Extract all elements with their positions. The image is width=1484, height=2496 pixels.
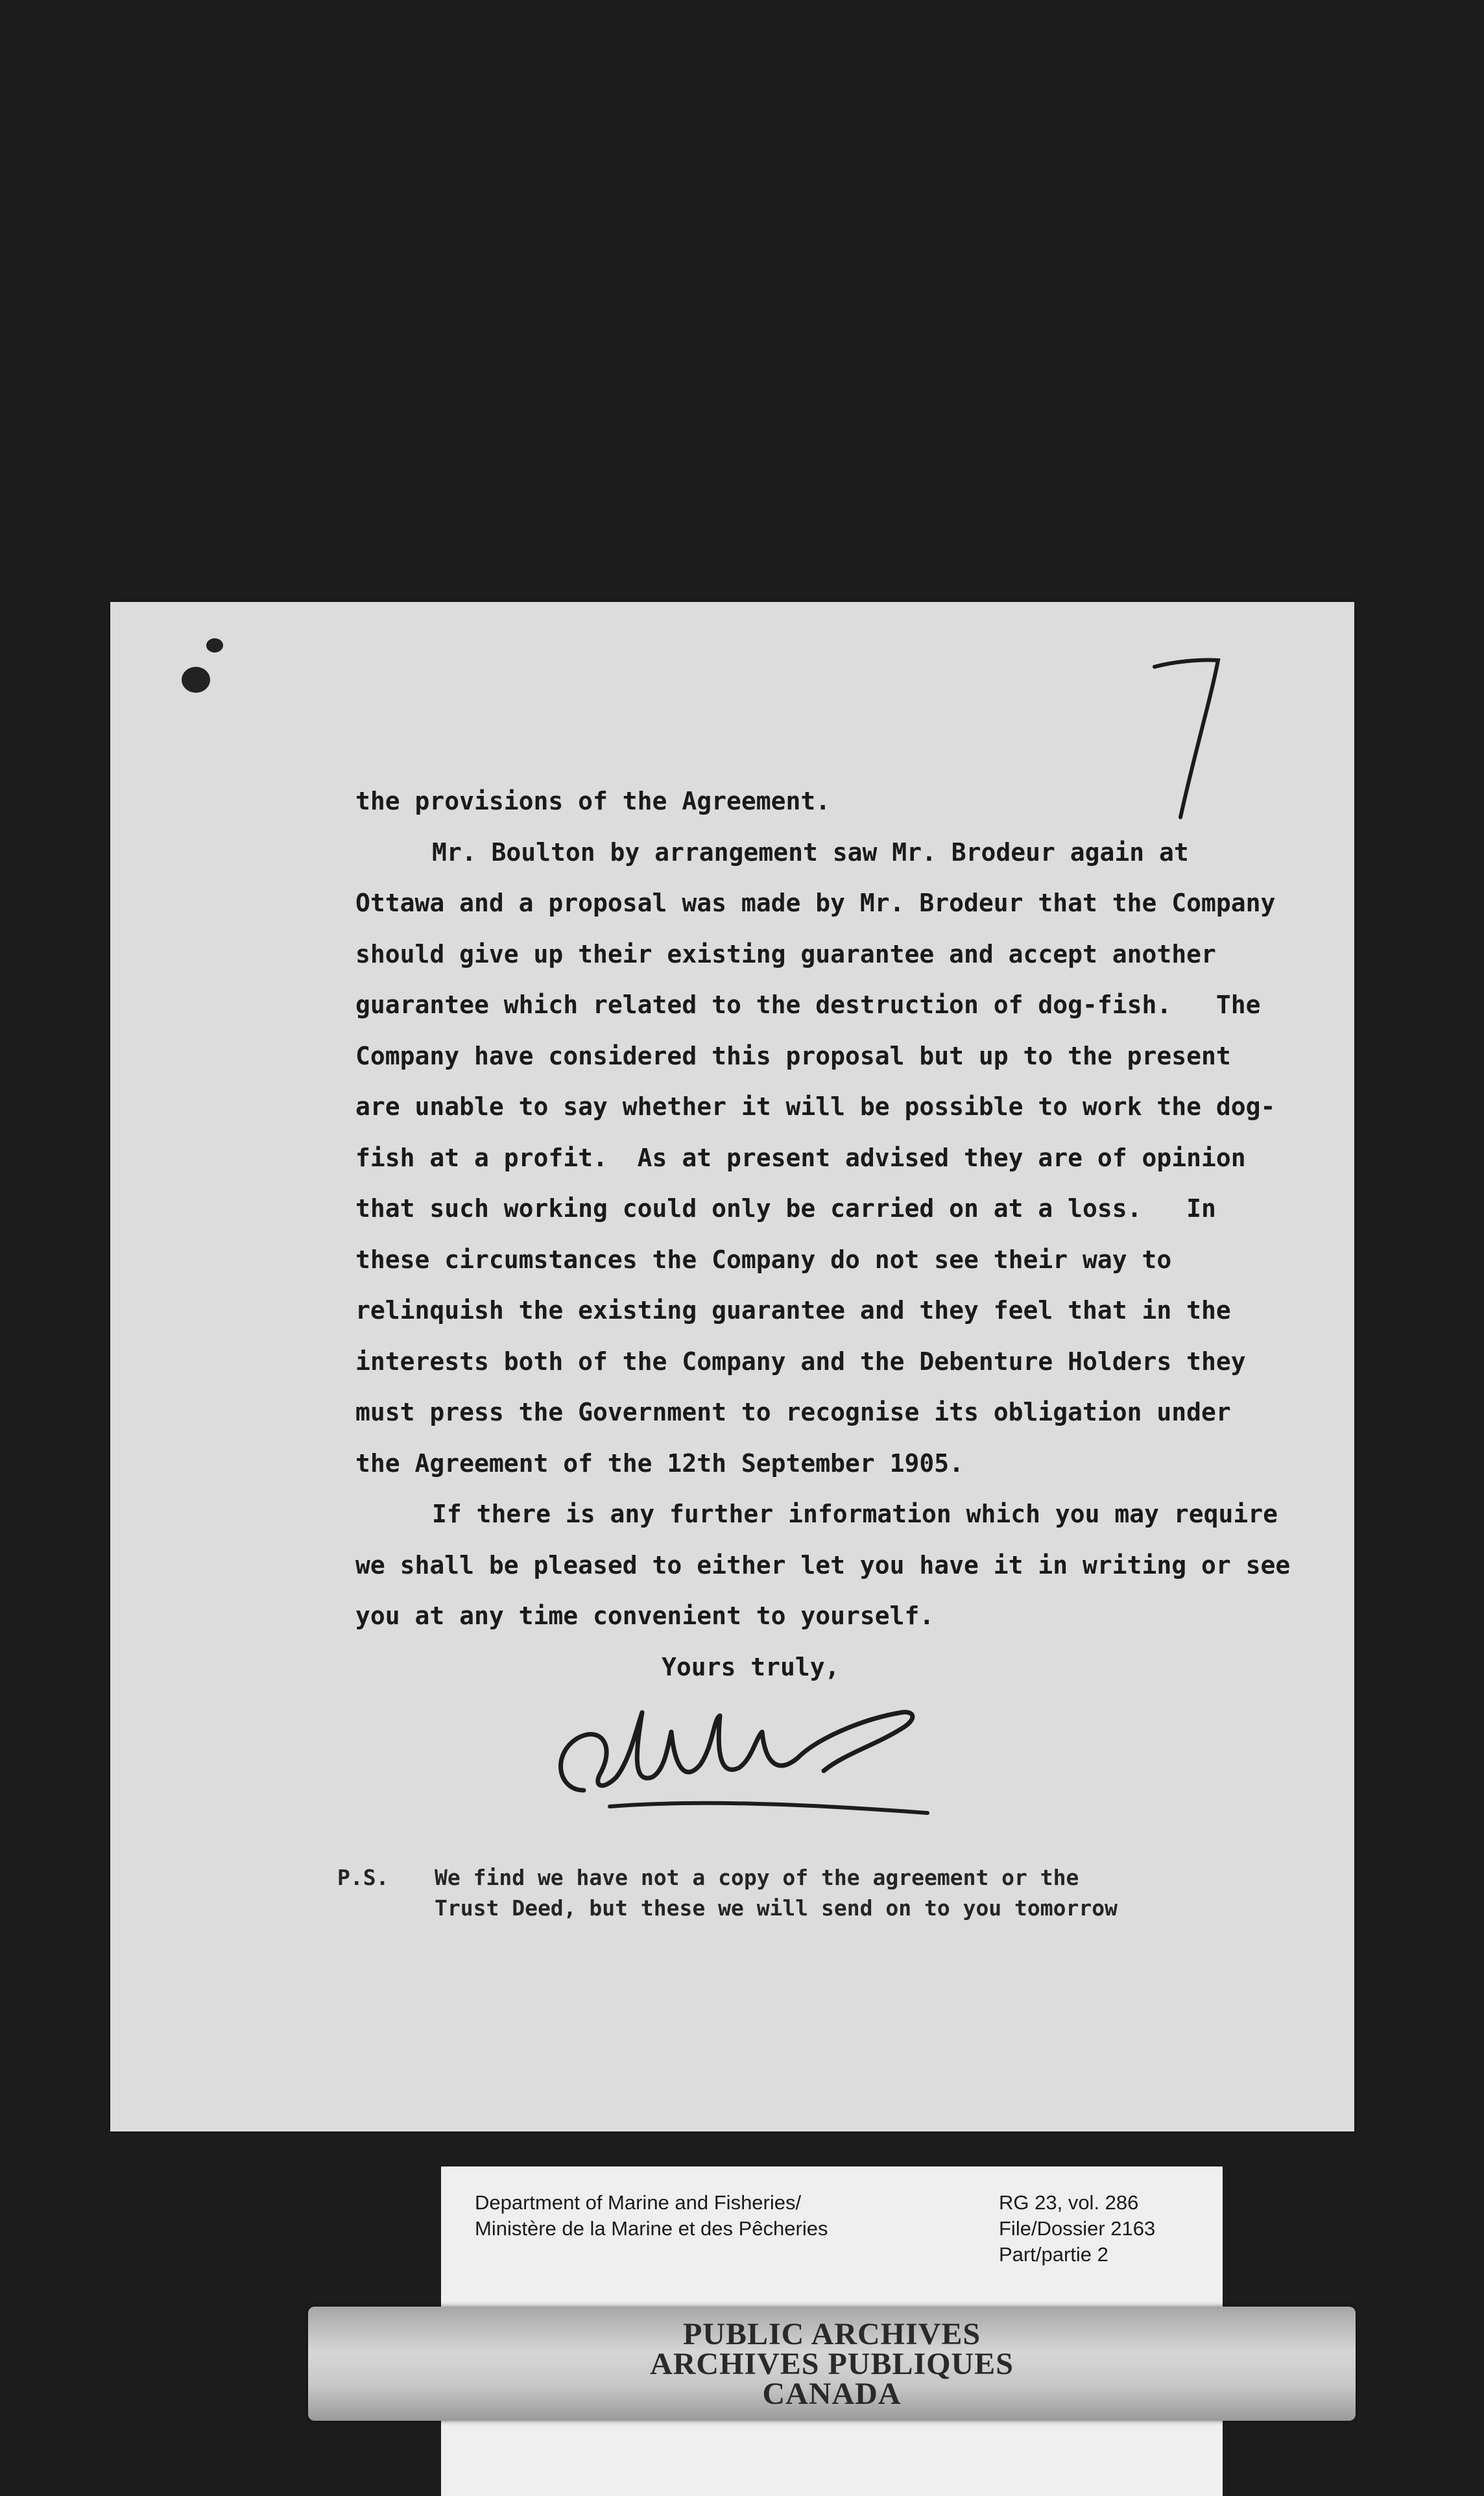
department-french: Ministère de la Marine et des Pêcheries (475, 2217, 828, 2240)
body-line: are unable to say whether it will be possible to work the dog- (355, 1092, 1276, 1121)
body-line: the provisions of the Agreement. (355, 787, 831, 815)
department-english: Department of Marine and Fisheries/ (475, 2191, 802, 2214)
stamp-line-country: CANADA (762, 2377, 902, 2411)
body-line: fish at a profit. As at present advised they are of opinion (355, 1143, 1246, 1172)
body-line: these circumstances the Company do not see their way to (355, 1245, 1172, 1274)
body-line: Company have considered this proposal but up to the present (355, 1041, 1231, 1070)
body-line: Mr. Boulton by arrangement saw Mr. Brodeur again at (432, 837, 1189, 867)
body-line: that such working could only be carried on at a loss. In (355, 1194, 1216, 1223)
body-line: the Agreement of the 12th September 1905. (355, 1448, 964, 1478)
body-line: If there is any further information which you may require (432, 1500, 1278, 1528)
stamp-line-french: ARCHIVES PUBLIQUES (650, 2347, 1014, 2381)
postscript-label: P.S. (337, 1865, 389, 1890)
stamp-line-english: PUBLIC ARCHIVES (682, 2317, 981, 2351)
record-group-reference: RG 23, vol. 286 (999, 2191, 1139, 2214)
postscript-line: We find we have not a copy of the agreement or the (435, 1865, 1079, 1890)
body-line: must press the Government to recognise its obligation under (355, 1398, 1231, 1426)
body-line: relinquish the existing guarantee and they feel that in the (355, 1296, 1231, 1325)
file-dossier-number: File/Dossier 2163 (999, 2217, 1156, 2240)
part-number: Part/partie 2 (999, 2243, 1108, 2266)
punch-hole-bottom (182, 667, 210, 693)
body-line: interests both of the Company and the Debenture Holders they (355, 1347, 1246, 1376)
letter-body (355, 776, 1341, 1692)
body-line: should give up their existing guarantee and accept another (355, 939, 1216, 968)
postscript (337, 1860, 1336, 1921)
archive-reference-label (441, 2166, 1223, 2294)
body-line: guarantee which related to the destruction of dog-fish. The (355, 990, 1261, 1019)
body-line: we shall be pleased to either let you have it in writing or see (355, 1550, 1291, 1579)
body-line: Ottawa and a proposal was made by Mr. Brodeur that the Company (355, 889, 1276, 917)
punch-hole-top (206, 638, 223, 653)
archives-stamp (308, 2307, 1356, 2421)
closing-salutation: Yours truly, (662, 1652, 840, 1681)
postscript-line: Trust Deed, but these we will send on to you tomorrow (435, 1895, 1118, 1921)
body-line: you at any time convenient to yourself. (355, 1602, 935, 1630)
handwritten-signature (538, 1693, 953, 1829)
